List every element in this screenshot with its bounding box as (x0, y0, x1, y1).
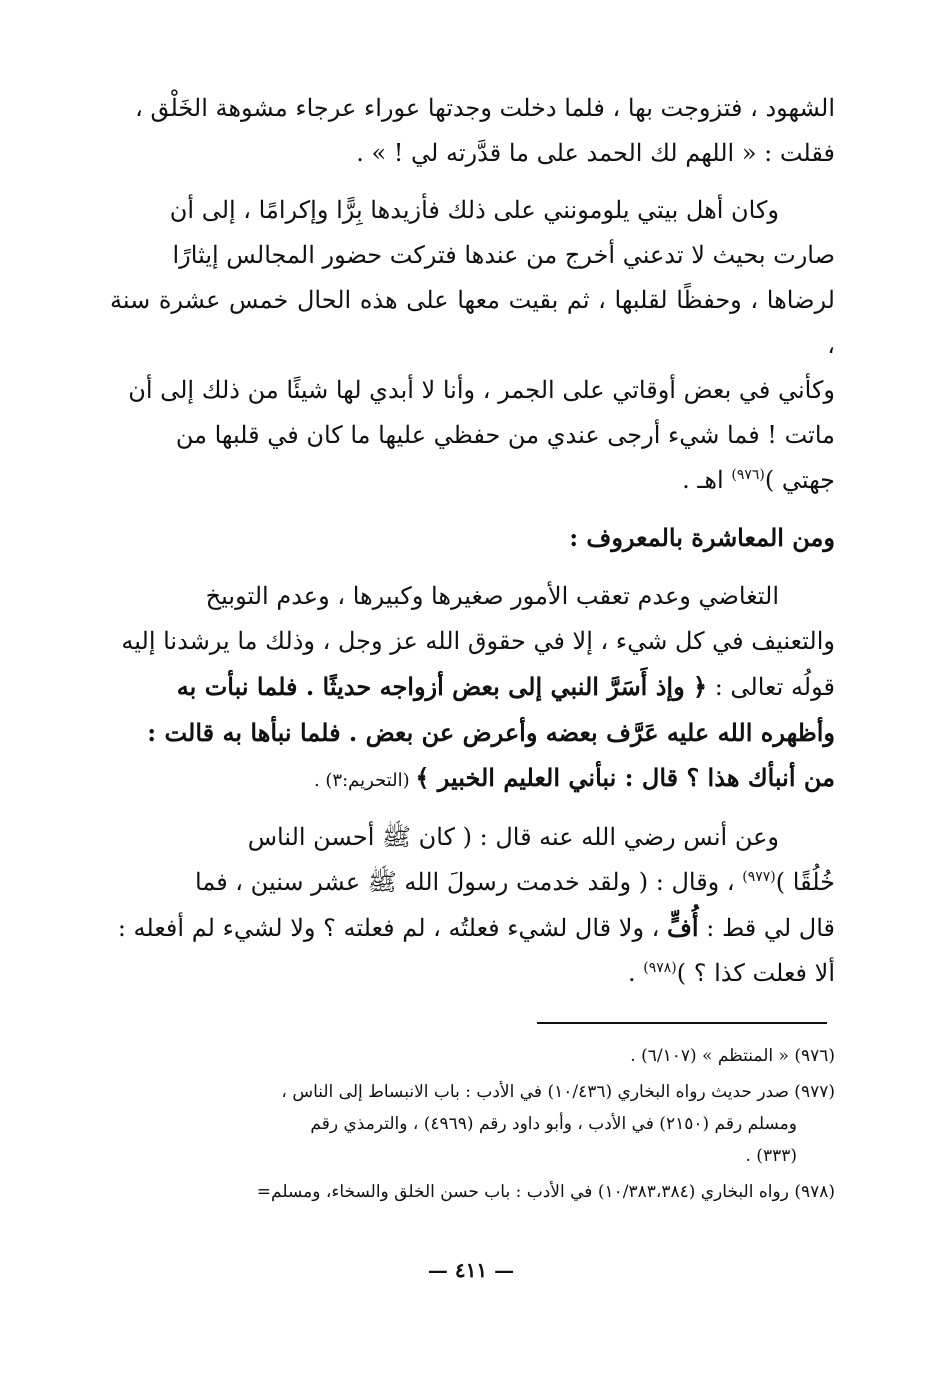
text-line (110, 905, 835, 951)
text-line: والتعنيف في كل شيء ، إلا في حقوق الله عز وجل ، وذلك ما يرشدنا إليه (121, 627, 835, 655)
text-fragment: قولُه تعالى : (707, 673, 835, 701)
text-line: فقلت : « اللهم لك الحمد على ما قدَّرته لي ! » . (356, 139, 835, 167)
text-line: ماتت ! فما شيء أرجى عندي من حفظي عليها ما كان في قلبها من (175, 421, 835, 449)
text-fragment: جهتي ) (764, 466, 835, 494)
footnote-976: (٩٧٦) « المنتظم » (٦/١٠٧) . (630, 1046, 835, 1066)
footnote-ref-976[interactable]: (٩٧٦) (731, 467, 765, 483)
text-line (110, 951, 835, 996)
text-line (110, 755, 835, 803)
page-body (110, 86, 835, 1008)
footnote-ref-978[interactable]: (٩٧٨) (643, 960, 677, 976)
footnote-line: (٩٧٧) صدر حديث رواه البخاري (١٠/٤٣٦) في الأدب : باب الانبساط إلى الناس ، (281, 1082, 835, 1102)
footnote-977 (110, 1076, 835, 1172)
text-line (110, 458, 835, 503)
text-fragment: اهـ . (682, 466, 732, 494)
text-line: وكان أهل بيتي يلومونني على ذلك فأزيدها بِرًّا وإكرامًا ، إلى أن (169, 196, 779, 224)
text-fragment: ، وقال : ( ولقد خدمت رسولَ الله ﷺ عشر سنين ، فما (195, 868, 743, 896)
quran-verse: من أنبأك هذا ؟ قال : نبأني العليم الخبير ﴾ (415, 763, 835, 792)
text-line: التغاضي وعدم تعقب الأمور صغيرها وكبيرها ، وعدم التوبيخ (205, 582, 779, 610)
text-line: الشهود ، فتزوجت بها ، فلما دخلت وجدتها عوراء عرجاء مشوهة الخَلْق ، (135, 94, 835, 122)
footnotes (110, 1040, 835, 1212)
text-fragment: ، ولا قال لشيء فعلتُه ، لم فعلته ؟ ولا لشيء لم أفعله : (117, 914, 668, 942)
text-line: صارت بحيث لا تدعني أخرج من عندها فتركت حضور المجالس إيثارًا (172, 241, 835, 269)
text-fragment: . (628, 959, 644, 987)
text-line: وعن أنس رضي الله عنه قال : ( كان ﷺ أحسن الناس (247, 823, 779, 851)
emphasis: أُفٍّ (667, 913, 699, 942)
paragraph-1 (110, 86, 835, 176)
text-line (110, 860, 835, 905)
text-fragment: قال لي قط : (698, 914, 835, 942)
footnote-ref-977[interactable]: (٩٧٧) (742, 869, 776, 885)
section-heading: ومن المعاشرة بالمعروف : (569, 523, 835, 552)
paragraph-2 (110, 188, 835, 503)
text-line: وكأني في بعض أوقاتي على الجمر ، وأنا لا أبدي لها شيئًا من ذلك إلى أن (128, 376, 835, 404)
footnote-line: ومسلم رقم (٢١٥٠) في الأدب ، وأبو داود رقم (٤٩٦٩) ، والترمذي رقم (310, 1114, 797, 1134)
text-fragment: ألا فعلت كذا ؟ ) (676, 959, 835, 987)
footnote-separator (537, 1022, 827, 1024)
text-fragment: خُلُقًا ) (775, 868, 835, 896)
footnote-line: (٣٣٣) . (745, 1146, 797, 1166)
text-line (110, 664, 835, 710)
quran-verse: ﴿ وإذ أَسَرَّ النبي إلى بعض أزواجه حديثًا . فلما نبأت به (176, 672, 708, 701)
page-number: — ٤١١ — (427, 1258, 515, 1282)
verse-reference: (التحريم:٣) . (313, 770, 416, 791)
paragraph-4 (110, 815, 835, 996)
paragraph-3 (110, 574, 835, 803)
text-line: لرضاها ، وحفظًا لقلبها ، ثم بقيت معها على هذه الحال خمس عشرة سنة ، (110, 286, 835, 359)
quran-verse: وأظهره الله عليه عَرَّف بعضه وأعرض عن بعض . فلما نبأها به قالت : (147, 718, 835, 747)
footnote-978: (٩٧٨) رواه البخاري (١٠/٣٨٣،٣٨٤) في الأدب : باب حسن الخلق والسخاء، ومسلم= (256, 1182, 835, 1202)
